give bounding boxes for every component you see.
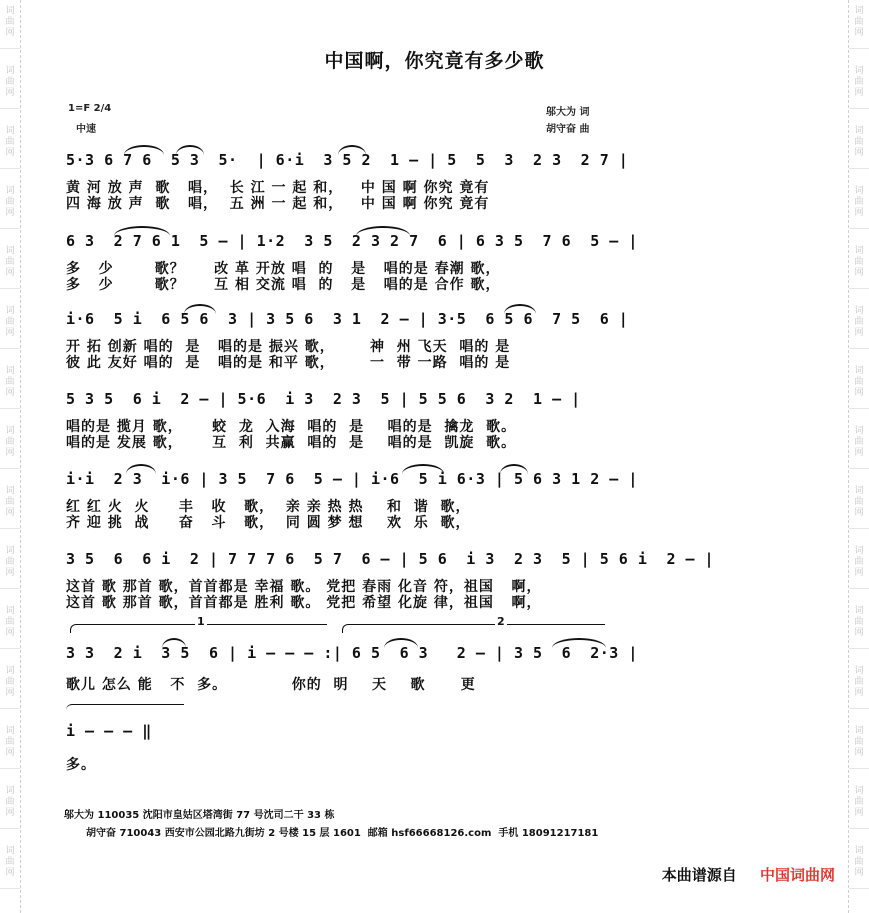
watermark-text: 词 曲 网 [5,546,15,578]
watermark-text: 词 曲 网 [854,786,864,818]
lyric-verse-1: 这首 歌 那首 歌，首首都是 幸福 歌。 党把 春雨 化音 符，祖国 啊， [66,579,542,595]
notation-line: 5·3 6 7 6 5 3 5· | 6·i 3 5 2 1 — | 5 5 3 2 3 2 7 | [66,151,629,169]
watermark-text: 词 曲 网 [854,126,864,158]
ending-tie [66,704,184,713]
watermark-divider [849,408,869,409]
watermark-text: 词 曲 网 [5,486,15,518]
lyric-verse-2: 四 海 放 声 歌 唱， 五 洲 一 起 和， 中 国 啊 你究 竟有 [66,196,490,212]
watermark-divider [849,168,869,169]
watermark-divider [0,528,20,529]
watermark-text: 词 曲 网 [854,726,864,758]
watermark-text: 词 曲 网 [5,366,15,398]
watermark-text: 词 曲 网 [854,306,864,338]
lyric-verse-2: 多 少 歌？ 互 相 交流 唱 的 是 唱的是 合作 歌， [66,277,501,293]
watermark-divider [849,108,869,109]
composer-credit: 胡守奋 曲 [546,124,590,135]
watermark-divider [849,528,869,529]
lyric-line: 多。 [66,757,96,773]
lyric-verse-1: 多 少 歌？ 改 革 开放 唱 的 是 唱的是 春潮 歌， [66,261,501,277]
lyric-verse-1: 开 拓 创新 唱的 是 唱的是 振兴 歌， 神 州 飞天 唱的 是 [66,339,511,355]
notation-line: 5 3 5 6 i 2 — | 5·6 i 3 2 3 5 | 5 5 6 3 2 1 — | [66,390,581,408]
watermark-column-left [0,0,21,913]
watermark-divider [0,408,20,409]
lyricist-credit: 邬大为 词 [546,107,590,118]
notation-line: i — — — ‖ [66,722,152,740]
watermark-divider [0,108,20,109]
watermark-column-right [848,0,869,913]
watermark-text: 词 曲 网 [854,6,864,38]
watermark-divider [0,648,20,649]
key-signature: 1=F 2/4 [68,103,112,114]
watermark-text: 词 曲 网 [854,846,864,878]
watermark-divider [849,588,869,589]
lyric-verse-1: 唱的是 揽月 歌， 蛟 龙 入海 唱的 是 唱的是 擒龙 歌。 [66,419,517,435]
watermark-divider [0,888,20,889]
contact-lyricist: 邬大为 110035 沈阳市皇姑区塔湾街 77 号沈司二干 33 栋 [64,810,335,821]
watermark-text: 词 曲 网 [5,186,15,218]
watermark-divider [849,648,869,649]
watermark-text: 词 曲 网 [854,606,864,638]
watermark-divider [849,888,869,889]
watermark-divider [0,588,20,589]
watermark-text: 词 曲 网 [854,66,864,98]
watermark-text: 词 曲 网 [5,66,15,98]
notation-line: 3 5 6 6 i 2 | 7 7 7 6 5 7 6 — | 5 6 i 3 2 3 5 | 5 6 i 2 — | [66,550,715,568]
watermark-divider [849,348,869,349]
watermark-text: 词 曲 网 [854,666,864,698]
watermark-divider [0,168,20,169]
watermark-divider [849,228,869,229]
watermark-text: 词 曲 网 [5,426,15,458]
watermark-text: 词 曲 网 [5,786,15,818]
volta-bracket-1 [70,615,327,633]
watermark-divider [0,288,20,289]
watermark-divider [0,468,20,469]
notation-line: 3 3 2 i 3 5 6 | i — — — :| 6 5 6 3 2 — | 3 5 6 2·3 | [66,644,638,662]
watermark-divider [849,768,869,769]
watermark-divider [849,708,869,709]
watermark-divider [849,468,869,469]
volta-label-1: 1 [197,615,205,628]
source-label: 本曲谱源自 [661,866,737,884]
lyric-verse-2: 唱的是 发展 歌， 互 利 共赢 唱的 是 唱的是 凯旋 歌。 [66,435,517,451]
watermark-text: 词 曲 网 [854,246,864,278]
watermark-divider [0,708,20,709]
brand-name: 中国词曲网 [759,866,835,884]
watermark-divider [0,228,20,229]
watermark-divider [0,828,20,829]
notation-line: i·i 2 3 i·6 | 3 5 7 6 5 — | i·6 5 i 6·3 | 5 6 3 1 2 — | [66,470,638,488]
contact-composer: 胡守奋 710043 西安市公园北路九街坊 2 号楼 15 层 1601 邮箱 hsf66668126.com 手机 18091217181 [86,828,599,839]
watermark-text: 词 曲 网 [854,366,864,398]
lyric-verse-1: 红 红 火 火 丰 收 歌， 亲 亲 热 热 和 谐 歌， [66,499,471,515]
lyric-verse-1: 黄 河 放 声 歌 唱， 长 江 一 起 和， 中 国 啊 你究 竟有 [66,180,490,196]
watermark-text: 词 曲 网 [5,726,15,758]
watermark-text: 词 曲 网 [5,126,15,158]
volta-bracket-2 [342,615,605,633]
watermark-divider [0,348,20,349]
lyric-verse-2: 彼 此 友好 唱的 是 唱的是 和平 歌， 一 带 一路 唱的 是 [66,355,511,371]
watermark-text: 词 曲 网 [854,546,864,578]
song-title: 中国啊，你究竟有多少歌 [324,50,545,72]
lyric-verse-2: 齐 迎 挑 战 奋 斗 歌， 同 圆 梦 想 欢 乐 歌， [66,515,471,531]
watermark-text: 词 曲 网 [5,6,15,38]
notation-line: 6 3 2 7 6 1 5 — | 1·2 3 5 2 3 2 7 6 | 6 3 5 7 6 5 — | [66,232,638,250]
volta-label-2: 2 [497,615,505,628]
watermark-text: 词 曲 网 [5,606,15,638]
watermark-divider [849,828,869,829]
watermark-text: 词 曲 网 [854,426,864,458]
source-footer [662,864,835,885]
watermark-text: 词 曲 网 [5,846,15,878]
lyric-verse-2: 这首 歌 那首 歌，首首都是 胜利 歌。 党把 希望 化旋 律，祖国 啊， [66,595,542,611]
watermark-divider [849,288,869,289]
watermark-text: 词 曲 网 [854,186,864,218]
notation-line: i·6 5 i 6 5 6 3 | 3 5 6 3 1 2 — | 3·5 6 5 6 7 5 6 | [66,310,629,328]
watermark-divider [0,768,20,769]
watermark-text: 词 曲 网 [854,486,864,518]
watermark-text: 词 曲 网 [5,246,15,278]
lyric-line: 歌儿 怎么 能 不 多。 你的 明 天 歌 更 [66,677,476,693]
tempo-marking: 中速 [76,124,96,135]
watermark-text: 词 曲 网 [5,666,15,698]
watermark-text: 词 曲 网 [5,306,15,338]
